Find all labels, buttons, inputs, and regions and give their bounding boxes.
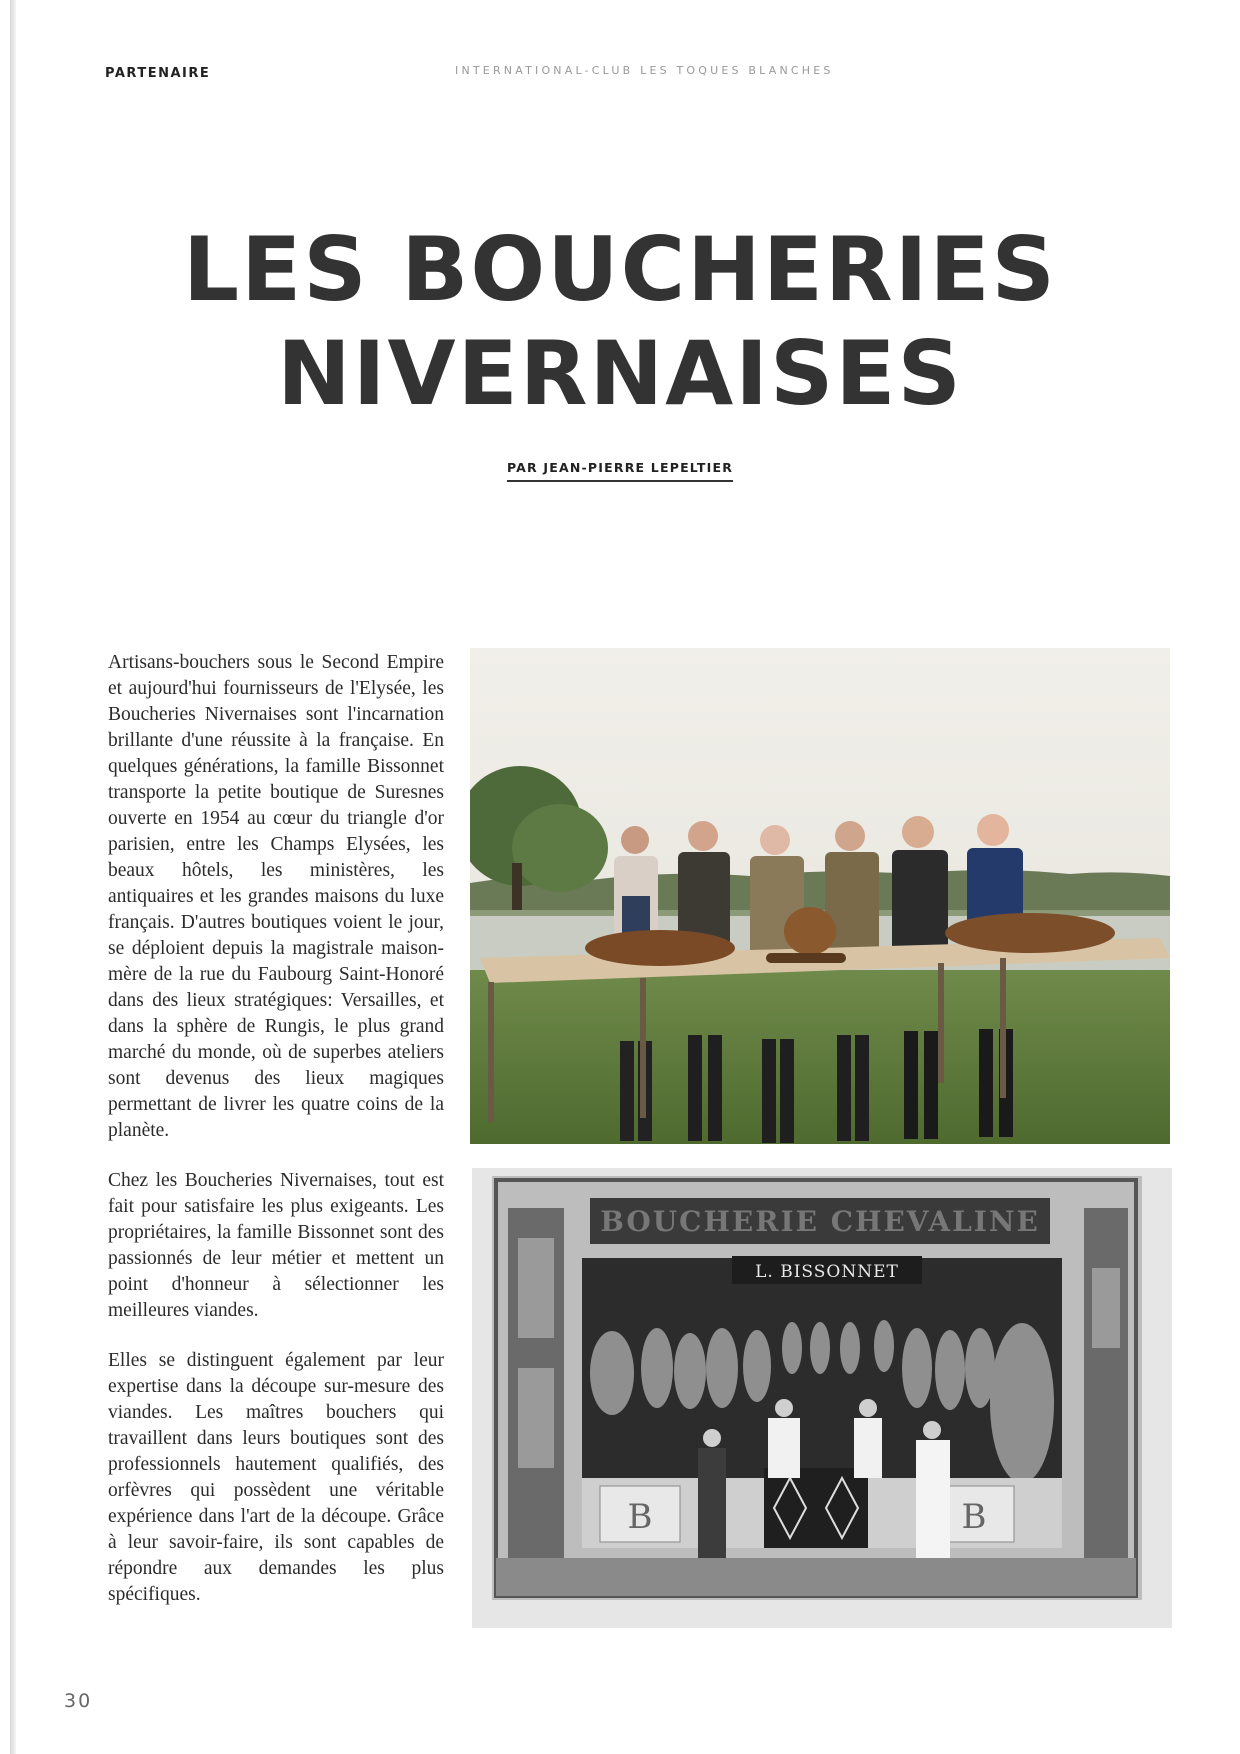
shop-owner-text: L. BISSONNET <box>755 1262 899 1282</box>
paragraph-2: Chez les Boucheries Nivernaises, tout est fait pour satisfaire les plus exigeants. Les propriétaires, la famille Bissonnet sont des passionnés de leur métier et mettent un point d'honneur à sélectionner les meilleures viandes. <box>108 1170 444 1321</box>
byline-text: PAR JEAN-PIERRE LEPELTIER <box>507 460 733 482</box>
title-line-2: NIVERNAISES <box>277 322 963 425</box>
shop-sign-text: BOUCHERIE CHEVALINE <box>600 1205 1040 1238</box>
monogram-right: B <box>961 1497 987 1537</box>
photo-historic-shopfront <box>472 1168 1172 1628</box>
photo-butchers-outdoor <box>470 648 1170 1144</box>
section-label: PARTENAIRE <box>105 66 211 81</box>
article-title <box>0 218 1240 426</box>
monogram-left: B <box>627 1497 653 1537</box>
paragraph-3: Elles se distinguent également par leur expertise dans la découpe sur-mesure des viandes. Les maîtres bouchers qui travaillent dans leurs boutiques sont des professionnels hautement qualifiés, des orfèvres qui possèdent une véritable expérience dans l'art de la découpe. Grâce à leur savoir-faire, ils sont capables de répondre aux demandes les plus spécifiques. <box>108 1350 444 1605</box>
page-number: 30 <box>64 1690 93 1712</box>
byline <box>0 459 1240 482</box>
article-body <box>108 650 444 1632</box>
title-line-1: LES BOUCHERIES <box>183 218 1057 321</box>
publication-name: INTERNATIONAL-CLUB LES TOQUES BLANCHES <box>455 64 834 77</box>
paragraph-1: Artisans-bouchers sous le Second Empire et aujourd'hui fournisseurs de l'Elysée, les Boucheries Nivernaises sont l'incarnation brillante d'une réussite à la française. En quelques générations, la famille Bissonnet transporte la petite boutique de Suresnes ouverte en 1954 au cœur du triangle d'or parisien, entre les Champs Elysées, les beaux hôtels, les ministères, les antiquaires et les grandes maisons du luxe français. D'autres boutiques voient le jour, se déploient depuis la magistrale maison-mère de la rue du Faubourg Saint-Honoré dans des lieux stratégiques: Versailles, et dans la sphère de Rungis, le plus grand marché du monde, où de superbes ateliers sont devenus des lieux magiques permettant de livrer les quatre coins de la planète. <box>108 652 444 1141</box>
